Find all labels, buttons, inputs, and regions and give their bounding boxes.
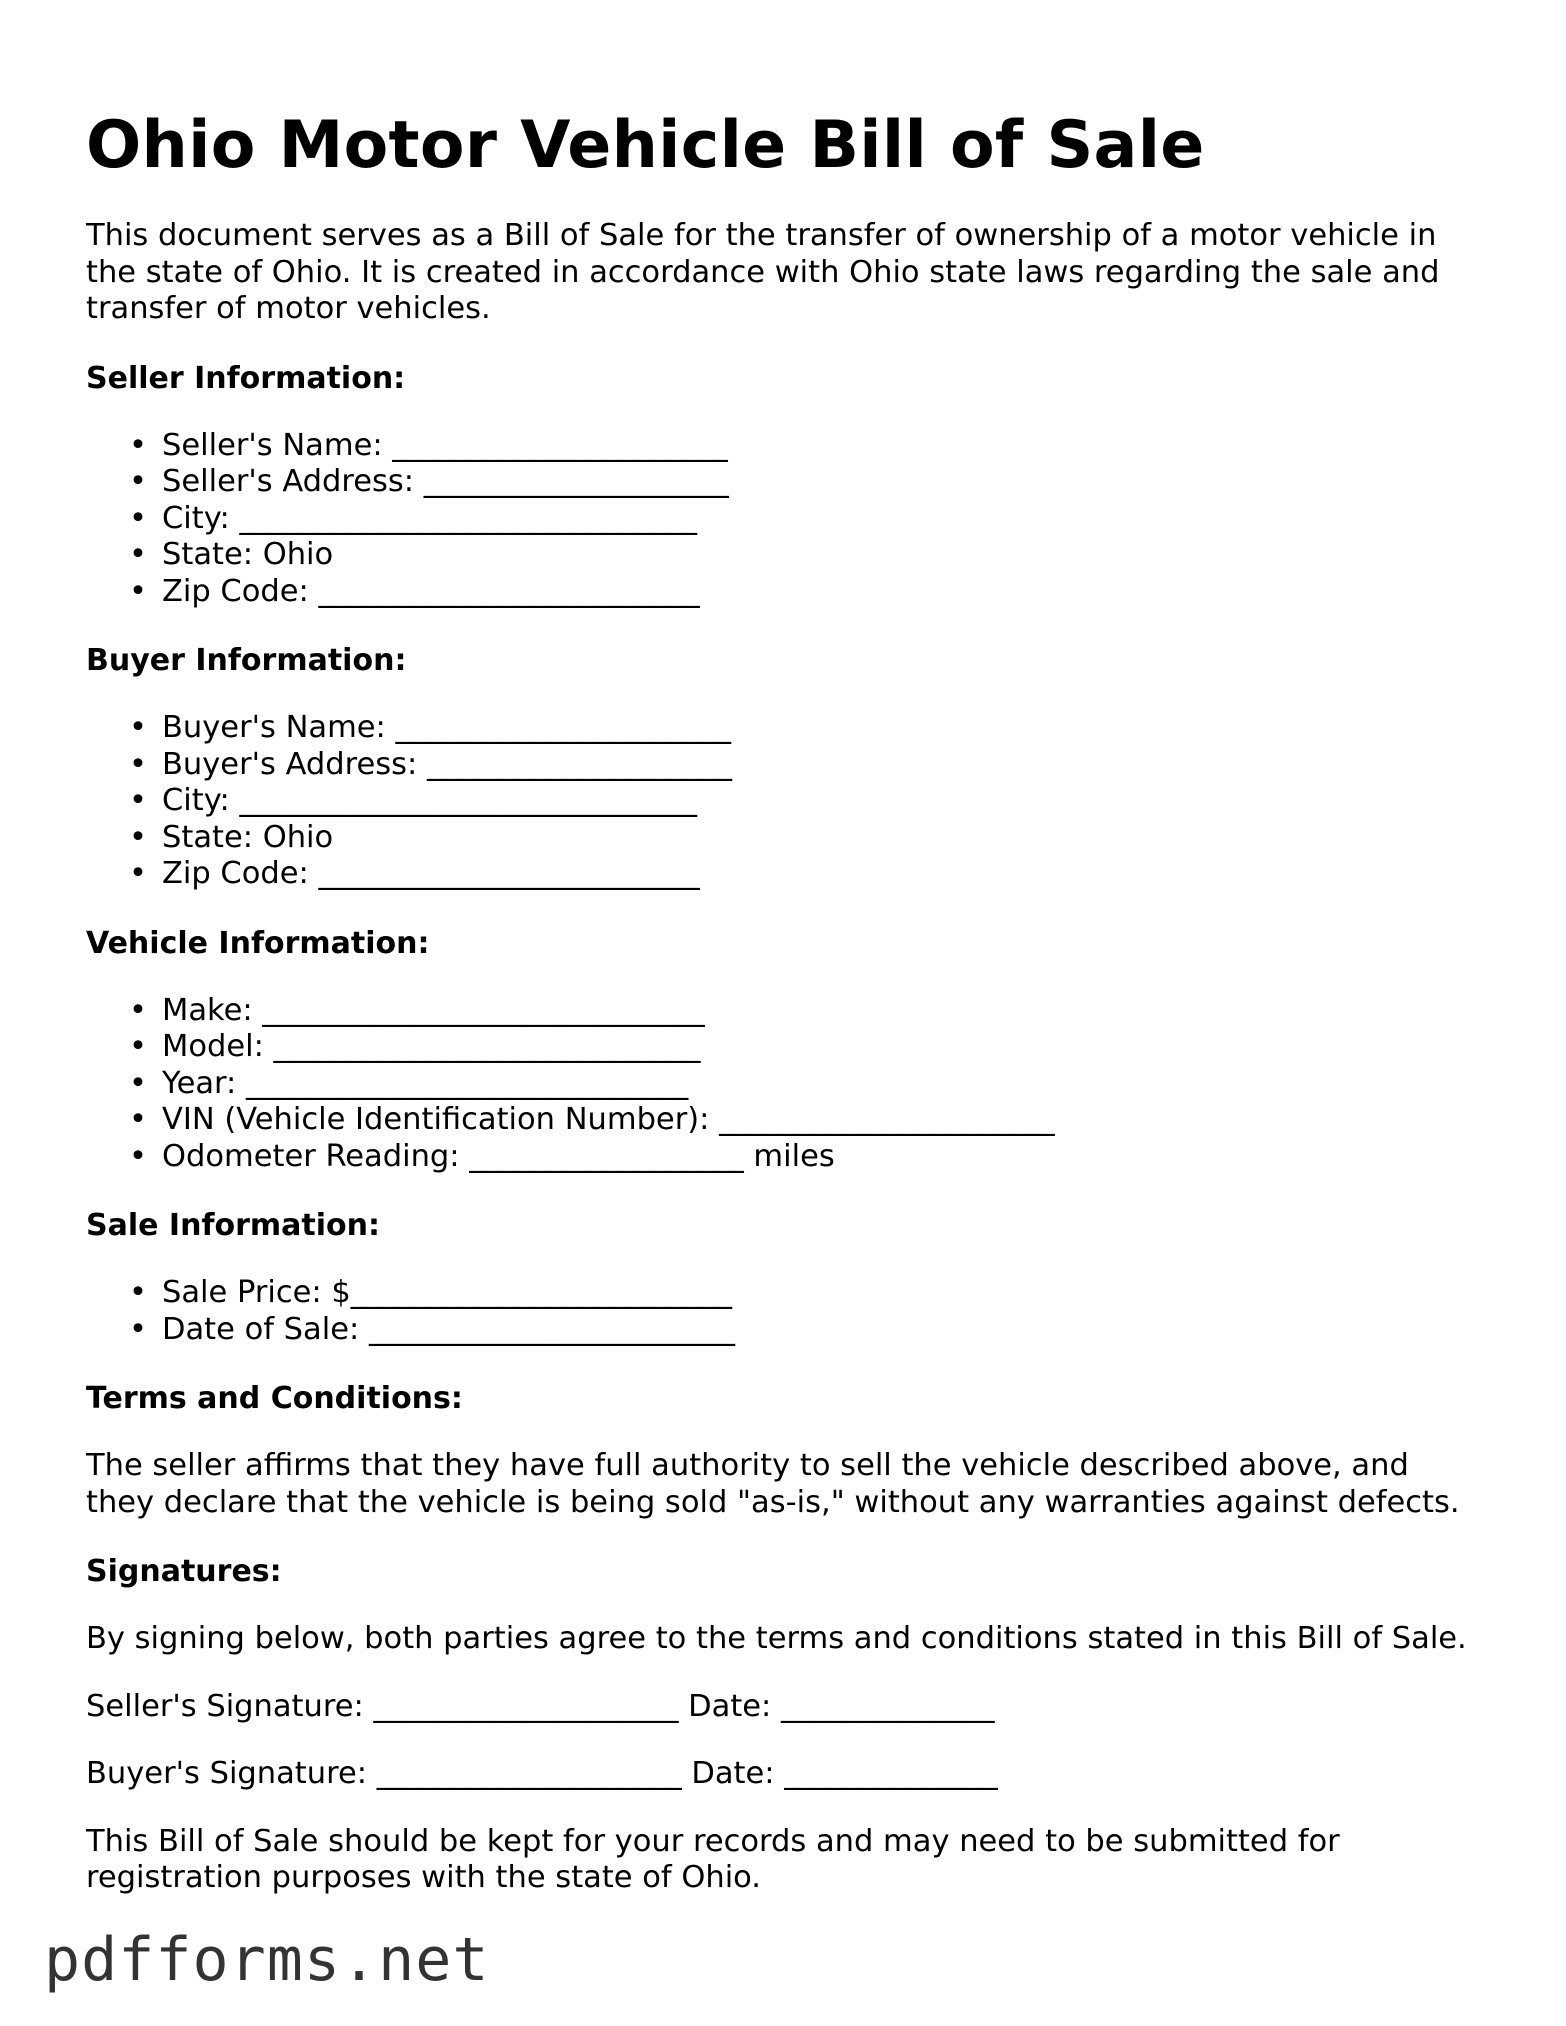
bullet-icon: • [129, 537, 147, 572]
seller-city-field: City: ______________________________ [162, 500, 698, 536]
sale-price-field: Sale Price: $_________________________ [162, 1275, 733, 1310]
seller-name-field: Seller's Name: ______________________ [162, 427, 728, 463]
bullet-icon: • [129, 856, 147, 891]
terms-section-heading: Terms and Conditions: [86, 1381, 463, 1416]
document-title: Ohio Motor Vehicle Bill of Sale [86, 108, 1205, 183]
list-item [129, 992, 1486, 1030]
buyer-name-field: Buyer's Name: ______________________ [162, 710, 732, 745]
bullet-icon: • [129, 1065, 147, 1101]
vehicle-odometer-field: Odometer Reading: __________________ miles [162, 1138, 835, 1174]
bullet-icon: • [129, 1275, 147, 1310]
list-item [129, 1065, 1486, 1103]
list-item [129, 783, 1486, 820]
bullet-icon: • [129, 819, 147, 855]
bullet-icon: • [129, 464, 147, 499]
vehicle-vin-field: VIN (Vehicle Identification Number): ______________________ [162, 1102, 1055, 1137]
list-item [129, 1275, 1486, 1312]
closing-paragraph: This Bill of Sale should be kept for your records and may need to be submitted for registration purposes with the state of Ohio. [86, 1823, 1340, 1895]
list-item [129, 1311, 1486, 1349]
sale-section-heading: Sale Information: [86, 1208, 380, 1243]
list-item [129, 819, 1486, 857]
bullet-icon: • [129, 783, 147, 818]
seller-state-field: State: Ohio [162, 537, 334, 572]
bullet-icon: • [129, 500, 147, 536]
signatures-paragraph: By signing below, both parties agree to the terms and conditions stated in this Bill of Sale. [86, 1621, 1467, 1656]
vehicle-field-list [86, 993, 1486, 1176]
seller-section-heading: Seller Information: [86, 360, 406, 396]
seller-address-field: Seller's Address: ____________________ [162, 464, 729, 499]
buyer-state-field: State: Ohio [162, 819, 334, 855]
terms-paragraph: The seller affirms that they have full authority to sell the vehicle described above, and they declare that the vehicle is being sold "as-is," without any warranties against defects. [86, 1448, 1460, 1520]
list-item [129, 1029, 1486, 1066]
buyer-zip-field: Zip Code: _________________________ [162, 856, 700, 891]
bullet-icon: • [129, 992, 147, 1028]
bullet-icon: • [129, 427, 147, 463]
list-item [129, 464, 1486, 501]
signatures-section-heading: Signatures: [86, 1554, 282, 1589]
list-item [129, 1102, 1486, 1139]
document-page [86, 106, 1486, 1897]
bullet-icon: • [129, 1102, 147, 1137]
list-item [129, 710, 1486, 747]
vehicle-make-field: Make: _____________________________ [162, 992, 705, 1028]
sale-date-field: Date of Sale: ________________________ [162, 1311, 735, 1347]
bullet-icon: • [129, 746, 147, 782]
buyer-section-heading: Buyer Information: [86, 643, 407, 678]
seller-zip-field: Zip Code: _________________________ [162, 573, 700, 609]
bullet-icon: • [129, 1029, 147, 1064]
bullet-icon: • [129, 710, 147, 745]
sale-field-list [86, 1275, 1486, 1348]
bullet-icon: • [129, 573, 147, 609]
list-item [129, 500, 1486, 538]
vehicle-year-field: Year: _____________________________ [162, 1065, 689, 1101]
seller-field-list [86, 428, 1486, 611]
list-item [129, 537, 1486, 574]
buyer-city-field: City: ______________________________ [162, 783, 698, 818]
buyer-signature-line: Buyer's Signature: ____________________ Date: ______________ [86, 1756, 998, 1791]
list-item [129, 427, 1486, 465]
list-item [129, 856, 1486, 893]
list-item [129, 746, 1486, 784]
vehicle-model-field: Model: ____________________________ [162, 1029, 701, 1064]
intro-paragraph: This document serves as a Bill of Sale for the transfer of ownership of a motor vehicle in the state of Ohio. It is created in accordance with Ohio state laws regarding the sale and transfer of motor vehicles. [86, 218, 1440, 326]
list-item [129, 1138, 1486, 1176]
watermark-text: pdfforms.net [44, 1925, 490, 1995]
list-item [129, 573, 1486, 611]
seller-signature-line: Seller's Signature: ____________________ Date: ______________ [86, 1688, 995, 1724]
vehicle-section-heading: Vehicle Information: [86, 925, 430, 961]
buyer-address-field: Buyer's Address: ____________________ [162, 746, 733, 782]
bullet-icon: • [129, 1138, 147, 1174]
bullet-icon: • [129, 1311, 147, 1347]
buyer-field-list [86, 710, 1486, 893]
